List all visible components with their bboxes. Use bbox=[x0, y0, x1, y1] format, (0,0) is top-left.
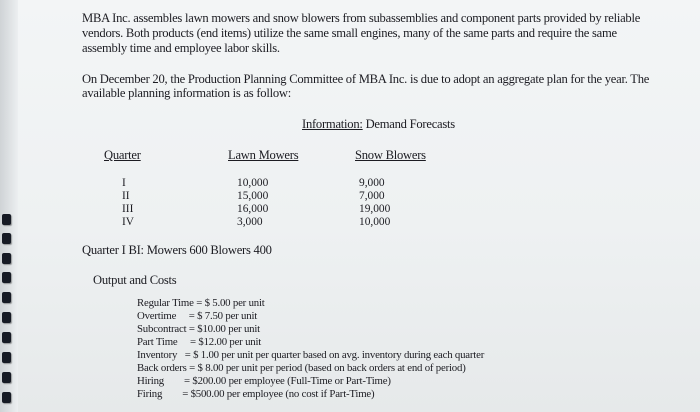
cost-value: = $12.00 per unit bbox=[190, 336, 262, 348]
cost-label: Overtime bbox=[137, 310, 177, 322]
binding-hole bbox=[2, 233, 11, 244]
plan-line-2: available planning information is as follow: bbox=[82, 86, 291, 100]
quarter-column bbox=[122, 177, 134, 229]
column-header-lawn-mowers: Lawn Mowers bbox=[228, 148, 299, 162]
cost-value: = $500.00 per employee (no cost if Part-Time) bbox=[182, 388, 375, 400]
intro-line-3: assembly time and employee labor skills. bbox=[82, 41, 280, 55]
cost-row bbox=[137, 388, 374, 400]
cost-row bbox=[137, 310, 257, 322]
table-cell: 3,000 bbox=[237, 216, 263, 228]
intro-line-1: MBA Inc. assembles lawn mowers and snow blowers from subassemblies and component parts provided by reliable bbox=[82, 11, 641, 25]
cost-value: = $ 1.00 per unit per quarter based on avg. inventory during each quarter bbox=[184, 349, 485, 361]
table-cell: II bbox=[122, 190, 130, 202]
lawn-mowers-column bbox=[237, 177, 268, 229]
table-cell: 10,000 bbox=[359, 216, 391, 228]
cost-label: Subcontract bbox=[137, 323, 187, 335]
beginning-inventory-line: Quarter I BI: Mowers 600 Blowers 400 bbox=[82, 243, 272, 257]
table-cell: 19,000 bbox=[359, 203, 391, 215]
binding-hole bbox=[2, 352, 11, 363]
cost-row bbox=[137, 349, 484, 361]
table-cell: 10,000 bbox=[237, 177, 269, 189]
cost-label: Inventory bbox=[137, 349, 178, 361]
table-cell: I bbox=[122, 177, 126, 189]
cost-label: Regular Time bbox=[137, 297, 194, 309]
cost-row bbox=[137, 375, 391, 387]
binding-hole bbox=[2, 312, 11, 323]
table-cell: 9,000 bbox=[359, 177, 385, 189]
binding-hole bbox=[2, 272, 11, 283]
binding-hole bbox=[2, 214, 11, 225]
cost-label: Firing bbox=[137, 388, 163, 400]
cost-value: = $ 7.50 per unit bbox=[188, 310, 258, 322]
table-cell: 16,000 bbox=[237, 203, 269, 215]
binding-hole bbox=[2, 372, 11, 383]
snow-blowers-column bbox=[359, 177, 390, 229]
information-label: Information: bbox=[302, 117, 363, 131]
notebook-binding bbox=[0, 0, 18, 412]
output-costs-heading: Output and Costs bbox=[93, 273, 177, 287]
cost-label: Back orders bbox=[137, 362, 187, 374]
table-cell: 15,000 bbox=[237, 190, 269, 202]
cost-value: = $10.00 per unit bbox=[188, 323, 260, 335]
cost-value: = $ 8.00 per unit per period (based on back orders at end of period) bbox=[189, 362, 466, 374]
cost-row bbox=[137, 362, 466, 374]
table-heading bbox=[302, 117, 455, 132]
cost-label: Part Time bbox=[137, 336, 178, 348]
cost-row bbox=[137, 323, 260, 335]
cost-value: = $ 5.00 per unit bbox=[196, 297, 265, 309]
cost-value: = $200.00 per employee (Full-Time or Part-Time) bbox=[184, 375, 391, 387]
intro-line-2: vendors. Both products (end items) utilize the same small engines, many of the same parts and require the same bbox=[82, 26, 617, 40]
plan-line-1: On December 20, the Production Planning Committee of MBA Inc. is due to adopt an aggregate plan for the year. The bbox=[82, 72, 650, 86]
binding-hole bbox=[2, 392, 11, 403]
demand-forecasts-label: Demand Forecasts bbox=[365, 117, 455, 131]
column-header-quarter: Quarter bbox=[104, 148, 141, 162]
binding-hole bbox=[2, 332, 11, 343]
column-header-snow-blowers: Snow Blowers bbox=[355, 148, 426, 162]
cost-label: Hiring bbox=[137, 375, 164, 387]
cost-row bbox=[137, 297, 265, 309]
table-cell: III bbox=[122, 203, 134, 215]
binding-hole bbox=[2, 292, 11, 303]
binding-hole bbox=[2, 253, 11, 264]
table-cell: 7,000 bbox=[359, 190, 385, 202]
table-cell: IV bbox=[122, 216, 135, 228]
cost-row bbox=[137, 336, 261, 348]
